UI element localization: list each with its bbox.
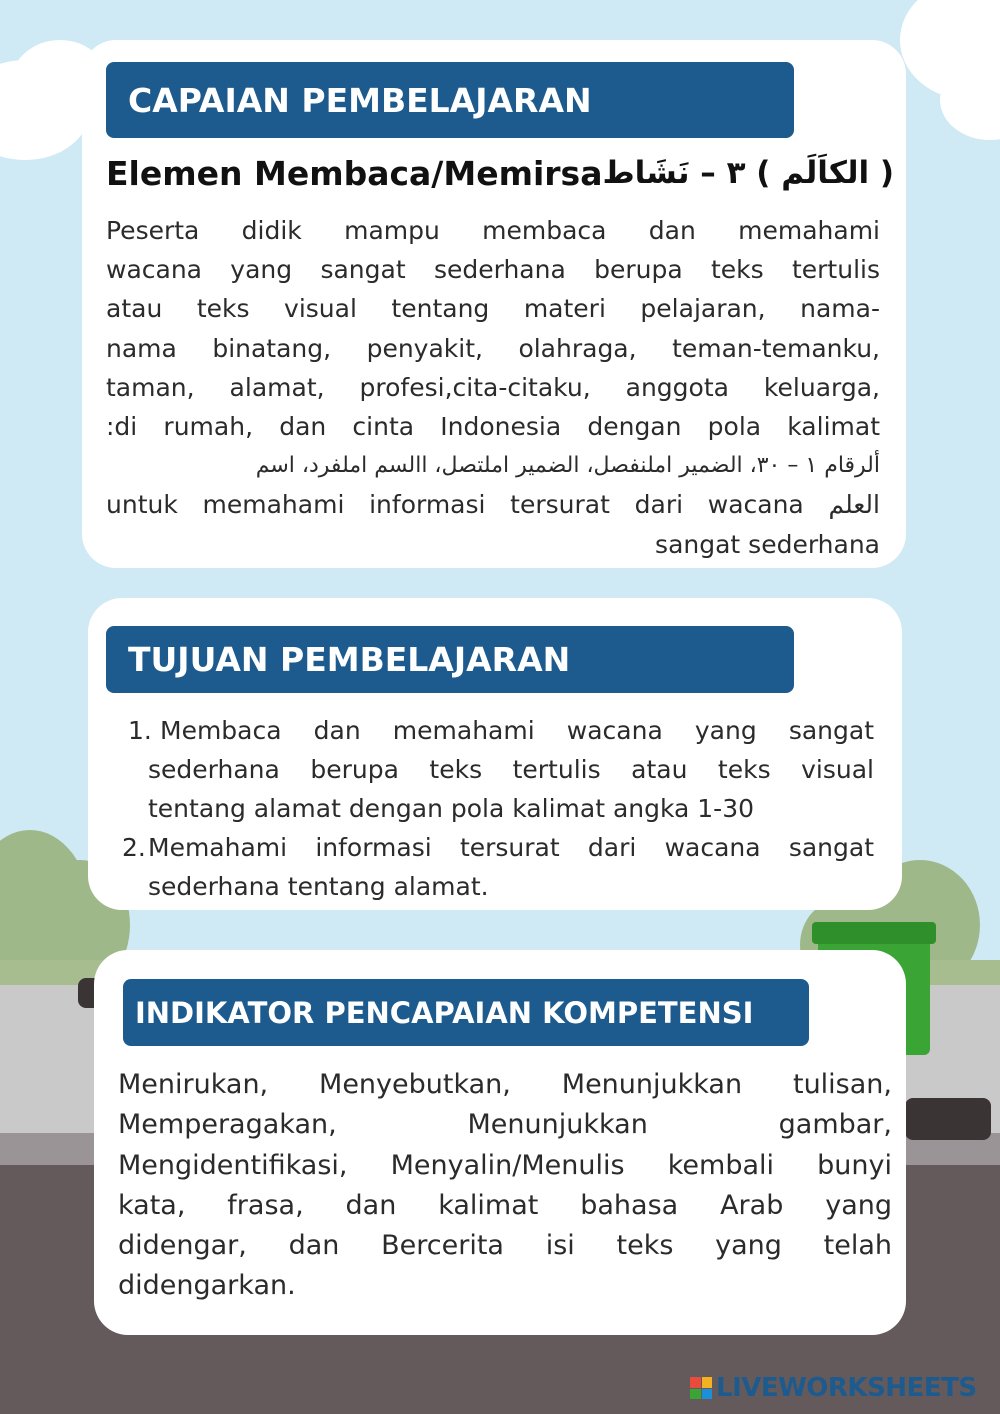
capaian-line: nama binatang, penyakit, olahraga, teman-temanku, xyxy=(106,333,880,363)
capaian-title: CAPAIAN PEMBELAJARAN xyxy=(128,80,592,120)
tujuan-item xyxy=(122,828,874,906)
tujuan-line: tentang alamat dengan pola kalimat angka 1-30 xyxy=(148,794,755,823)
tujuan-line: sederhana tentang alamat. xyxy=(148,872,489,901)
indikator-line: Mengidentifikasi, Menyalin/Menulis kembali bunyi xyxy=(118,1149,892,1181)
indikator-line: didengarkan. xyxy=(118,1270,296,1302)
subtitle-arabic: ( الكاَلَم ) ٣ – نَشَاط xyxy=(602,155,895,191)
capaian-subtitle xyxy=(106,150,895,196)
capaian-body xyxy=(106,211,880,564)
indikator-title-banner xyxy=(123,979,809,1046)
brand-name: LIVEWORKSHEETS xyxy=(716,1373,977,1403)
capaian-line: wacana yang sangat sederhana berupa teks tertulis xyxy=(106,255,880,285)
tujuan-list xyxy=(122,711,874,906)
tujuan-line: sederhana berupa teks tertulis atau teks visual xyxy=(148,755,874,784)
subtitle-latin: Elemen Membaca/Memirsa xyxy=(106,153,603,193)
capaian-line: :di rumah, dan cinta Indonesia dengan pola kalimat xyxy=(106,412,880,442)
tujuan-line: Membaca dan memahami wacana yang sangat xyxy=(160,716,874,745)
capaian-line-arabic: ألرقام ١ – ٣٠، الضمير املنفصل، الضمير املتصل، االسم املفرد، اسم xyxy=(255,453,880,479)
indikator-line: didengar, dan Bercerita isi teks yang telah xyxy=(118,1230,892,1262)
tujuan-title: TUJUAN PEMBELAJARAN xyxy=(128,640,571,679)
trash-bin-lid xyxy=(812,922,936,944)
indikator-body xyxy=(118,1065,892,1307)
indikator-line: Menirukan, Menyebutkan, Menunjukkan tulisan, xyxy=(118,1069,892,1100)
liveworksheets-icon xyxy=(690,1377,712,1399)
bench-right xyxy=(905,1098,991,1140)
capaian-line: untuk memahami informasi tersurat dari wacana العلم xyxy=(106,490,880,520)
indikator-line: kata, frasa, dan kalimat bahasa Arab yang xyxy=(118,1189,892,1221)
capaian-title-banner xyxy=(106,62,794,138)
tujuan-line: Memahami informasi tersurat dari wacana sangat xyxy=(148,833,874,862)
capaian-line: atau teks visual tentang materi pelajaran, nama- xyxy=(106,294,880,324)
liveworksheets-logo xyxy=(690,1373,977,1403)
capaian-line: sangat sederhana xyxy=(655,529,880,559)
tujuan-title-banner xyxy=(106,626,794,693)
indikator-title: INDIKATOR PENCAPAIAN KOMPETENSI xyxy=(135,995,754,1030)
capaian-line: taman, alamat, profesi,cita-citaku, anggota keluarga, xyxy=(106,372,880,402)
list-number: 2. xyxy=(122,833,146,862)
capaian-line: Peserta didik mampu membaca dan memahami xyxy=(106,216,880,245)
list-number: 1. xyxy=(128,716,152,745)
tujuan-item xyxy=(128,711,874,828)
indikator-line: Memperagakan, Menunjukkan gambar, xyxy=(118,1109,892,1141)
